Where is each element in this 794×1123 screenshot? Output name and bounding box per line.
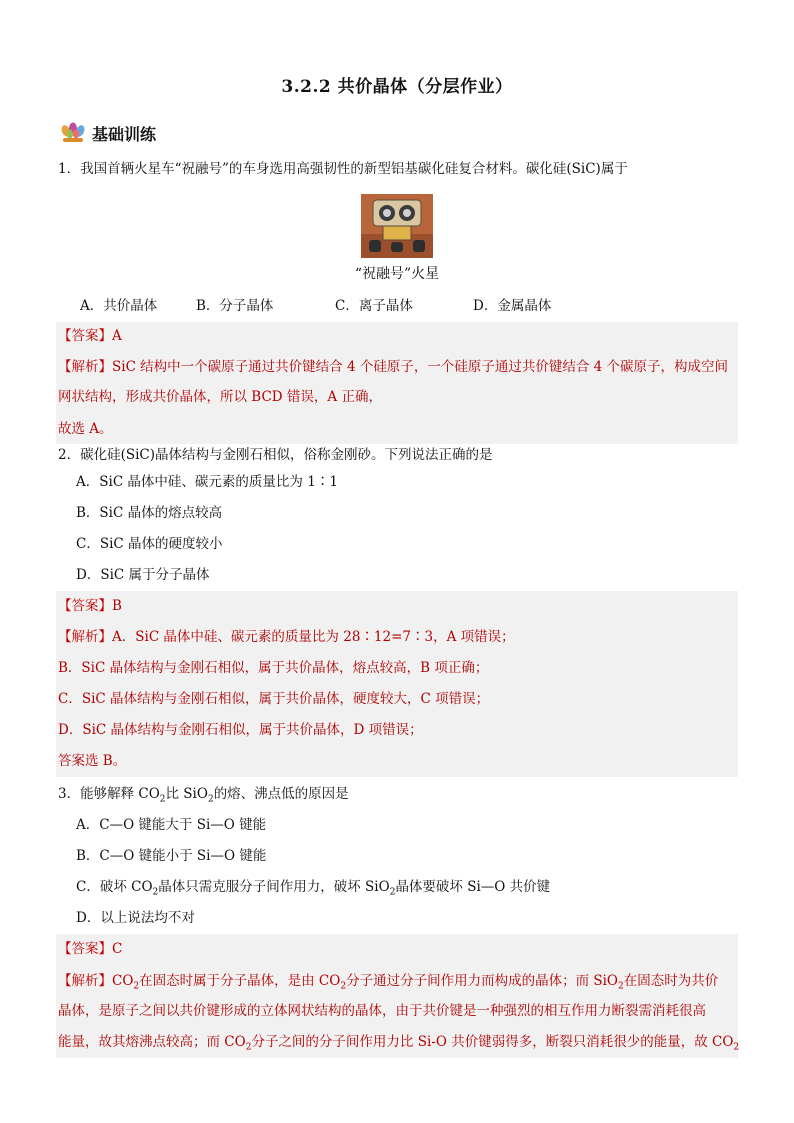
analysis-text: 分子之间的分子间作用力比 Si-O 共价键弱得多，断裂只消耗很少的能量，故 CO [251,1034,734,1050]
q1-analysis-line-3: 故选 A。 [58,421,113,437]
answer-value: C [112,941,123,957]
q2-answer-line [56,595,122,617]
q1-analysis-line-2: 网状结构，形成共价晶体，所以 BCD 错误，A 正确， [58,389,382,405]
q2-option-a: A．SiC 晶体中硅、碳元素的质量比为 1∶1 [76,474,338,490]
q1-answer-block [56,322,738,444]
q2-analysis-line-5: 答案选 B。 [58,753,127,769]
analysis-text: 分子通过分子间作用力而构成的晶体；而 SiO [346,973,619,989]
q3-answer-line [56,938,122,960]
section-title: 基础训练 [92,124,157,144]
flower-icon [60,122,86,144]
analysis-text: 在固态时属于分子晶体，是由 CO [139,973,341,989]
q2-analysis-line-3: C．SiC 晶体结构与金刚石相似，属于共价晶体，硬度较大，C 项错误； [58,691,490,707]
answer-value: B [112,598,122,614]
question-3-stem [58,783,349,805]
q2-analysis-line-1 [56,626,515,648]
stem-part: 比 SiO [165,786,208,802]
subscript: 2 [207,794,214,805]
analysis-text: A．SiC 晶体中硅、碳元素的质量比为 28∶12=7∶3，A 项错误； [112,629,515,645]
q3-option-a: A．C—O 键能大于 Si—O 键能 [76,817,267,833]
q3-analysis-line-1 [56,970,718,992]
q3-analysis-line-2: 晶体，是原子之间以共价键形成的立体网状结构的晶体，由于共价键是一种强烈的相互作用力断裂需消耗很高 [58,1003,706,1019]
image-caption: “祝融号”火星 [354,266,440,282]
q3-option-d: D．以上说法均不对 [76,910,195,926]
subscript: 2 [152,887,159,898]
analysis-text: SiC 结构中一个碳原子通过共价键结合 4 个硅原子，一个硅原子通过共价键结合 4 个碳原子，构成空间 [112,359,729,375]
stem-part: 3．能够解释 CO [58,786,160,802]
analysis-text: 能量，故其熔沸点较高；而 CO [58,1034,246,1050]
analysis-tag: 【解析】 [58,973,112,989]
analysis-text: 在固态时为共价 [623,973,719,989]
subscript: 2 [340,981,347,992]
analysis-text: CO [112,973,134,989]
subscript: 2 [389,887,396,898]
q1-option-d: D．金属晶体 [473,298,552,314]
section-header [60,120,156,146]
stem-part: 的熔、沸点低的原因是 [213,786,349,802]
question-2-stem: 2．碳化硅(SiC)晶体结构与金刚石相似，俗称金刚砂。下列说法正确的是 [58,447,493,463]
q2-option-c: C．SiC 晶体的硬度较小 [76,536,223,552]
subscript: 2 [618,981,624,992]
answer-tag: 【答案】 [58,941,112,957]
q3-answer-block [56,934,738,1058]
q1-answer-line [56,325,122,347]
answer-value: A [112,328,122,344]
analysis-tag: 【解析】 [58,629,112,645]
q1-option-a: A．共价晶体 [80,298,158,314]
page-title: 3.2.2 共价晶体（分层作业） [281,77,513,97]
subscript: 2 [245,1042,252,1053]
q1-option-c: C．离子晶体 [335,298,413,314]
q1-option-b: B．分子晶体 [196,298,274,314]
mars-rover-image [361,194,433,258]
q2-answer-block [56,591,738,777]
q2-option-b: B．SiC 晶体的熔点较高 [76,505,223,521]
answer-tag: 【答案】 [58,598,112,614]
option-part: 晶体要破坏 Si—O 共价键 [395,879,551,895]
analysis-tag: 【解析】 [58,359,112,375]
subscript: 2 [159,794,166,805]
q1-analysis-line-1 [56,356,728,378]
subscript: 2 [733,1042,740,1053]
option-part: C．破坏 CO [76,879,153,895]
q2-option-d: D．SiC 属于分子晶体 [76,567,210,583]
question-1-stem: 1．我国首辆火星车“祝融号”的车身选用高强韧性的新型铝基碳化硅复合材料。碳化硅(SiC)属于 [58,161,628,177]
q2-analysis-line-4: D．SiC 晶体结构与金刚石相似，属于共价晶体，D 项错误； [58,722,423,738]
subscript: 2 [133,981,140,992]
option-part: 晶体只需克服分子间作用力，破坏 SiO [158,879,390,895]
q3-analysis-line-3 [56,1031,739,1053]
q3-option-b: B．C—O 键能小于 Si—O 键能 [76,848,267,864]
q2-analysis-line-2: B．SiC 晶体结构与金刚石相似，属于共价晶体，熔点较高，B 项正确； [58,660,489,676]
answer-tag: 【答案】 [58,328,112,344]
q3-option-c [76,876,550,898]
